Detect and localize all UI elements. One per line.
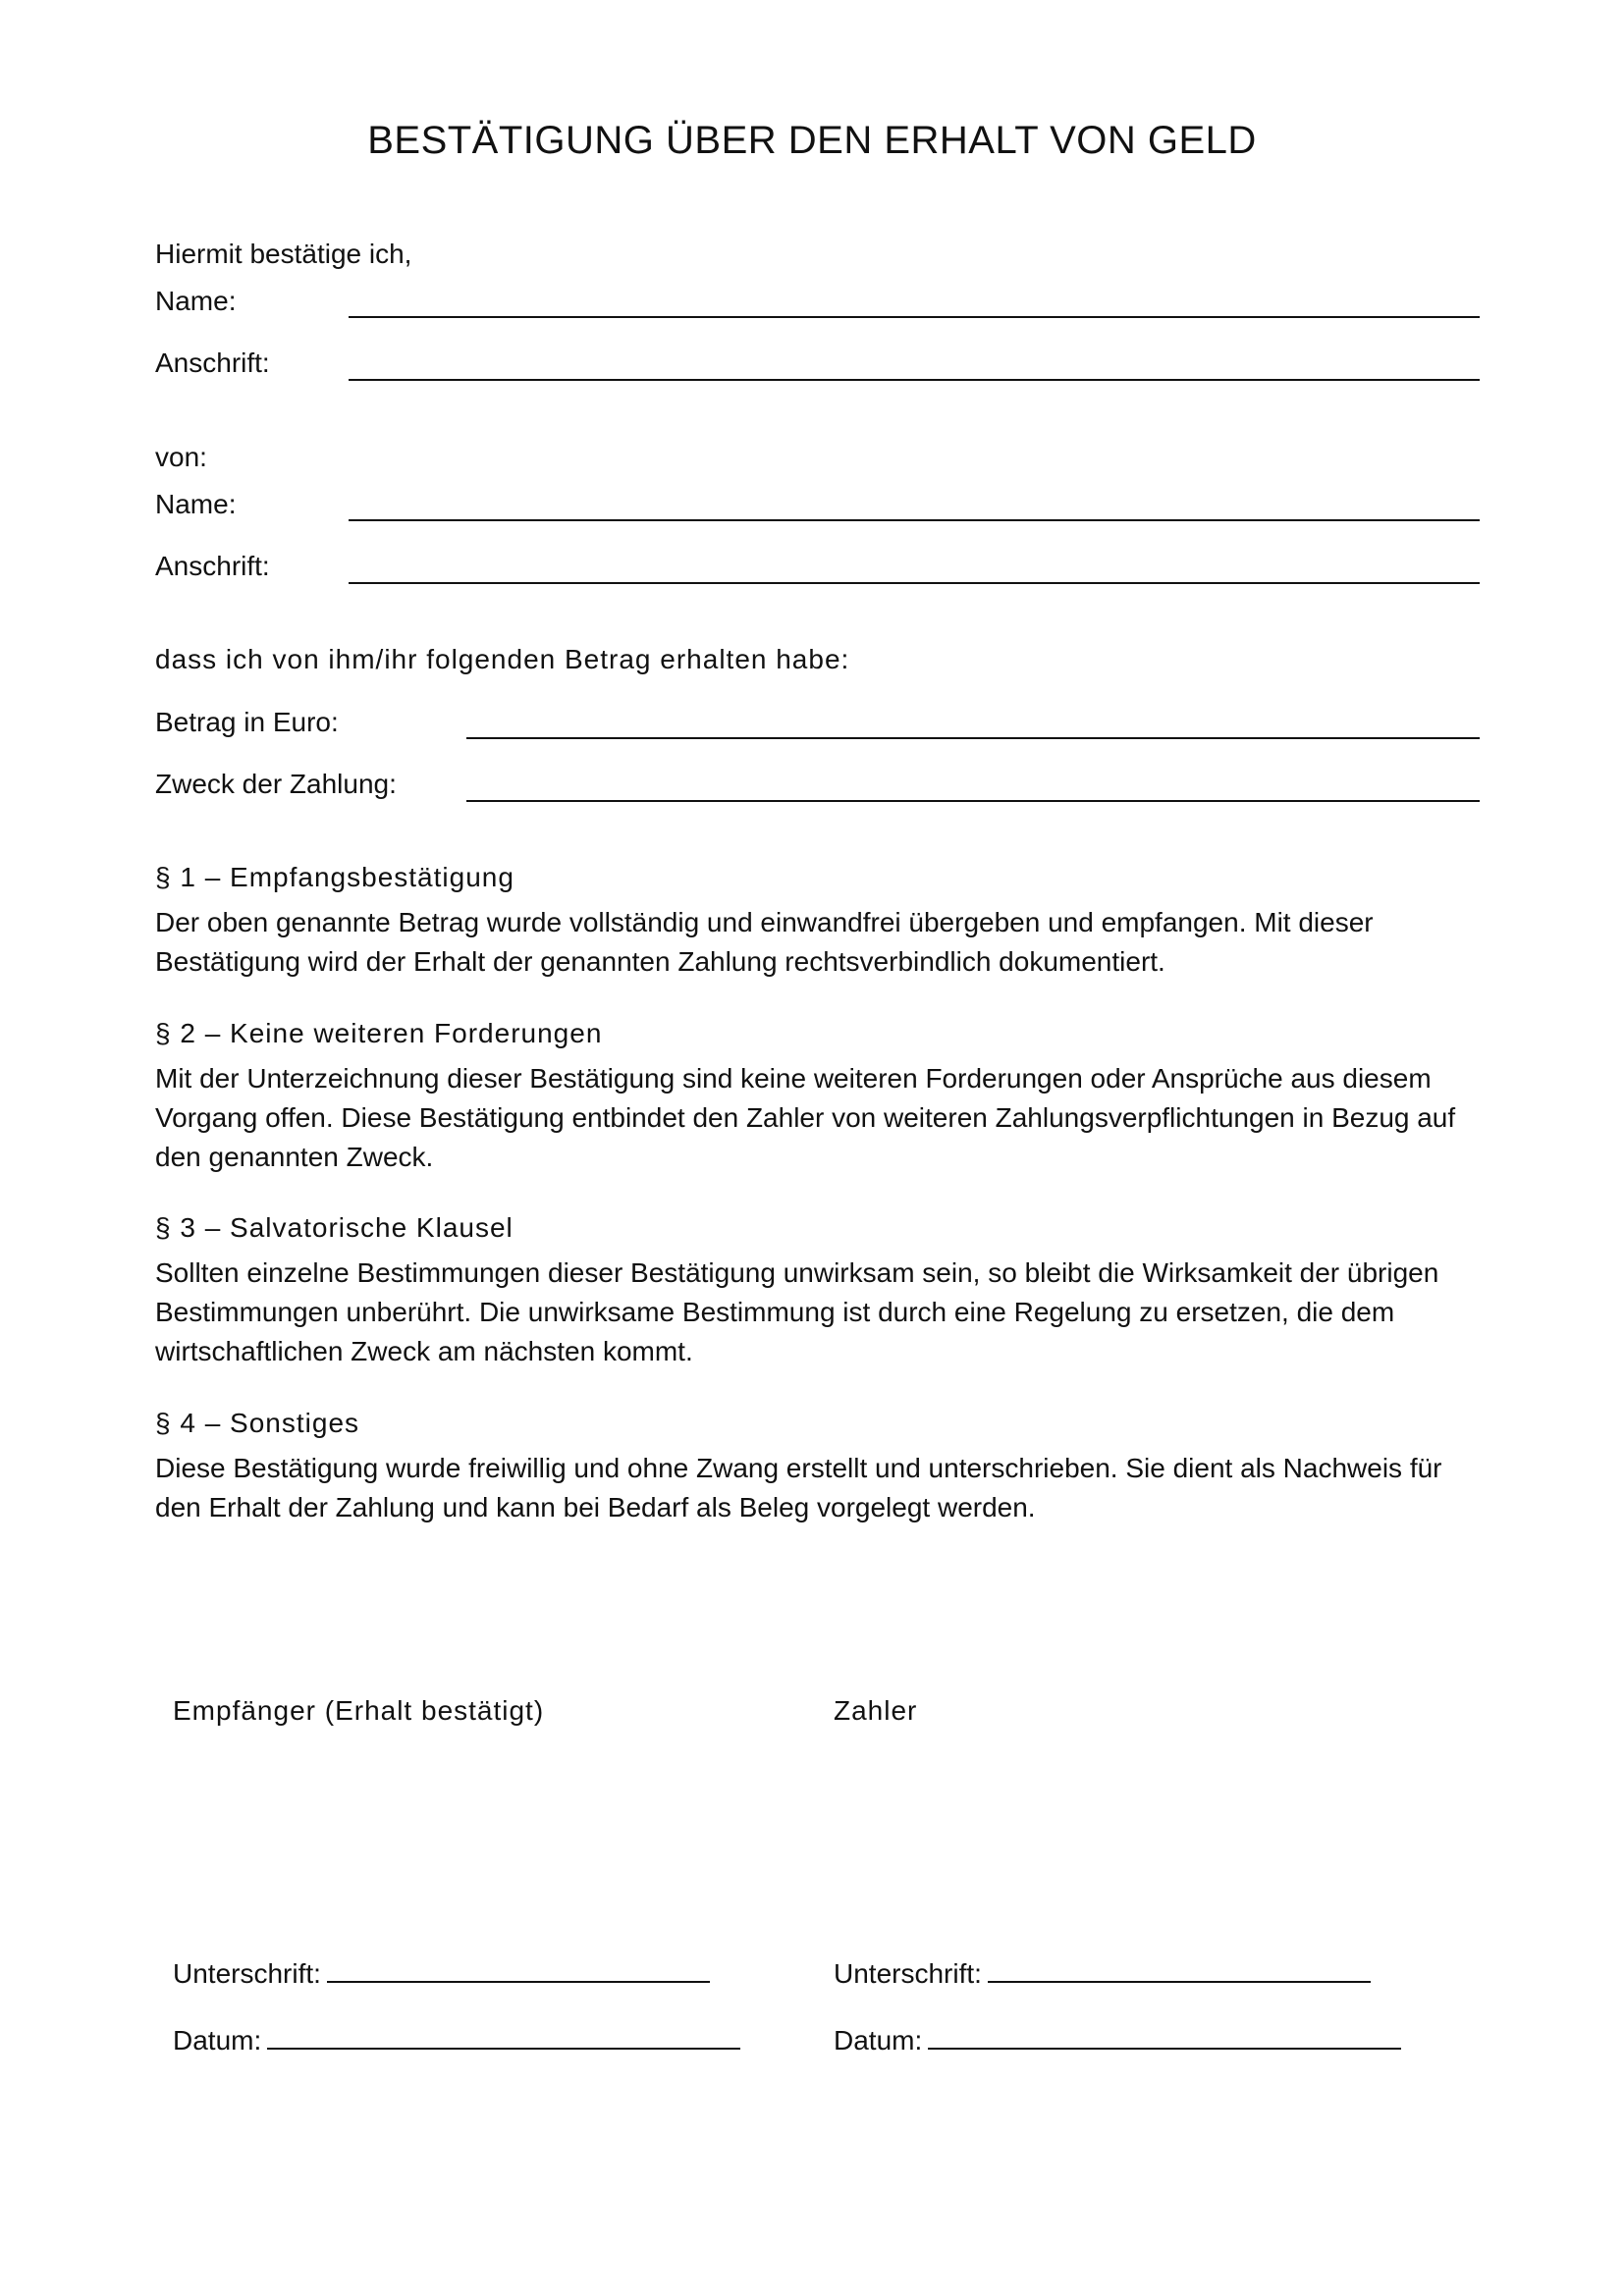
recipient-name-field[interactable] — [349, 316, 1480, 318]
recipient-address-field[interactable] — [349, 379, 1480, 381]
amount-field[interactable] — [466, 737, 1480, 739]
recipient-signature-field[interactable] — [327, 1959, 710, 1983]
clause-2-heading: § 2 – Keine weiteren Forderungen — [155, 1018, 603, 1048]
clause-3-heading: § 3 – Salvatorische Klausel — [155, 1212, 514, 1243]
payer-name-label: Name: — [155, 489, 237, 519]
clause-1-heading: § 1 – Empfangsbestätigung — [155, 862, 514, 892]
recipient-signature-heading: Empfänger (Erhalt bestätigt) — [173, 1695, 545, 1726]
recipient-intro: Hiermit bestätige ich, — [155, 239, 412, 269]
clause-3-text: Sollten einzelne Bestimmungen dieser Bestätigung unwirksam sein, so bleibt die Wirksamkeit der übrigen Bestimmungen unberührt. Die unwirksame Bestimmung ist durch eine Regelung zu ersetzen, die dem wirtschaftlichen Zweck am nächsten kommt. — [155, 1257, 1439, 1366]
amount-intro: dass ich von ihm/ihr folgenden Betrag erhalten habe: — [155, 644, 850, 674]
purpose-field[interactable] — [466, 800, 1480, 802]
recipient-date-field[interactable] — [267, 2026, 740, 2050]
amount-label: Betrag in Euro: — [155, 707, 339, 737]
payer-signature-label: Unterschrift: — [834, 1958, 982, 1989]
document-title: BESTÄTIGUNG ÜBER DEN ERHALT VON GELD — [367, 119, 1257, 162]
purpose-label: Zweck der Zahlung: — [155, 769, 397, 799]
payer-date-field[interactable] — [928, 2026, 1401, 2050]
recipient-address-label: Anschrift: — [155, 347, 270, 378]
payer-address-field[interactable] — [349, 582, 1480, 584]
recipient-date-label: Datum: — [173, 2025, 262, 2056]
clause-1-text: Der oben genannte Betrag wurde vollständig und einwandfrei übergeben und empfangen. Mit dieser Bestätigung wird der Erhalt der genannten Zahlung rechtsverbindlich dokumentiert. — [155, 907, 1374, 977]
payer-signature-field[interactable] — [988, 1959, 1371, 1983]
payer-date-label: Datum: — [834, 2025, 923, 2056]
recipient-signature-row — [173, 1957, 710, 1991]
clause-2-text: Mit der Unterzeichnung dieser Bestätigung sind keine weiteren Forderungen oder Ansprüche aus diesem Vorgang offen. Diese Bestätigung entbindet den Zahler von weiteren Zahlungsverpflichtungen in Bezug auf den genannten Zweck. — [155, 1063, 1456, 1172]
payer-signature-heading: Zahler — [834, 1695, 918, 1726]
clause-4-heading: § 4 – Sonstiges — [155, 1408, 360, 1438]
recipient-name-label: Name: — [155, 286, 237, 316]
payer-address-label: Anschrift: — [155, 551, 270, 581]
recipient-signature-label: Unterschrift: — [173, 1958, 321, 1989]
payer-date-row — [834, 2024, 1401, 2057]
payer-signature-row — [834, 1957, 1371, 1991]
clause-4-text: Diese Bestätigung wurde freiwillig und ohne Zwang erstellt und unterschrieben. Sie dient als Nachweis für den Erhalt der Zahlung und kann bei Bedarf als Beleg vorgelegt werden. — [155, 1453, 1442, 1522]
payer-name-field[interactable] — [349, 519, 1480, 521]
payer-intro: von: — [155, 442, 207, 472]
recipient-date-row — [173, 2024, 740, 2057]
